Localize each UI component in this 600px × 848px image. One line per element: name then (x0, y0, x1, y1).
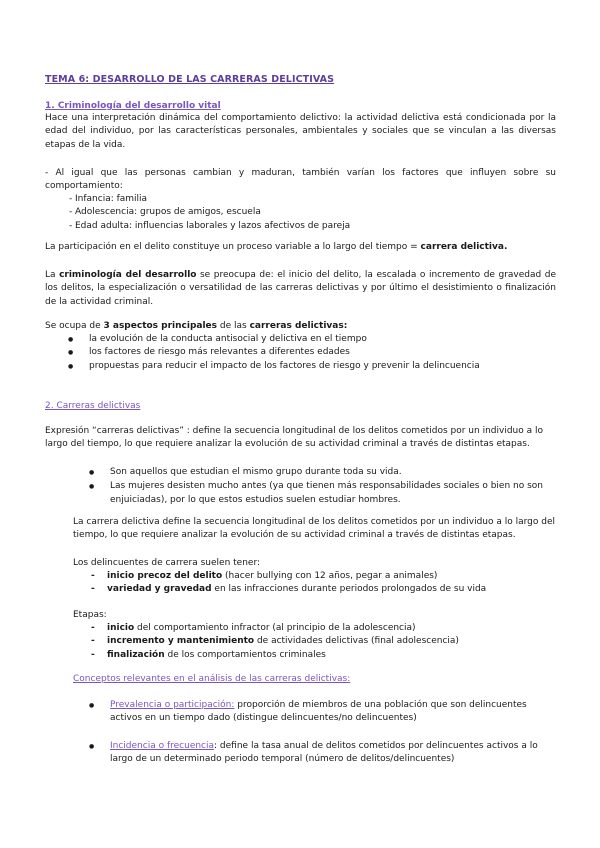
list-item: ● Son aquellos que estudian el mismo grupo durante toda su vida. (45, 466, 556, 479)
aspects-intro: Se ocupa de 3 aspectos principales de las carreras delictivas: (45, 321, 348, 331)
life-stages-list (45, 193, 556, 233)
participation-text: La participación en el delito constituye un proceso variable a lo largo del tiempo = carrera delictiva. (45, 242, 508, 252)
list-item: - finalización de los comportamientos criminales (45, 649, 556, 662)
concepts-heading: Conceptos relevantes en el análisis de las carreras delictivas: (73, 674, 351, 684)
list-item: - inicio precoz del delito (hacer bullying con 12 años, pegar a animales) (45, 570, 556, 583)
section-1-change-text: - Al igual que las personas cambian y maduran, también varían los factores que influyen sobre su comportamiento: (45, 168, 556, 192)
list-item: - variedad y gravedad en las infracciones durante periodos prolongados de su vida (45, 583, 556, 596)
offender-traits-list (45, 570, 556, 597)
section-1-heading: 1. Criminología del desarrollo vital (45, 101, 221, 111)
career-stages-list (45, 622, 556, 662)
concepts-list (45, 699, 556, 767)
list-item: ● Prevalencia o participación: proporción de miembros de una población que son delincuentes activos en un tiempo dado (distingue delincuentes/no delincuentes) (45, 699, 556, 726)
developmental-criminology-text: La criminología del desarrollo se preocupa de: el inicio del delito, la escalada o incremento de gravedad de los delitos, la especialización o versatilidad de las carreras delictivas y por último el desistimiento o finalización de la actividad criminal. (45, 270, 557, 307)
list-item: - Adolescencia: grupos de amigos, escuela (45, 206, 556, 219)
offenders-intro: Los delincuentes de carrera suelen tener: (73, 558, 261, 568)
list-item: - incremento y mantenimiento de actividades delictivas (final adolescencia) (45, 635, 556, 648)
list-item: ● Las mujeres desisten mucho antes (ya que tienen más responsabilidades sociales o bien no son enjuiciadas), por lo que estos estudios suelen estudiar hombres. (45, 480, 556, 507)
list-item: ● propuestas para reducir el impacto de los factores de riesgo y prevenir la delincuencia (45, 360, 556, 373)
aspects-list (45, 333, 556, 373)
incidence-term: Incidencia o frecuencia (110, 740, 215, 751)
list-item: ● Incidencia o frecuencia: define la tasa anual de delitos cometidos por delincuentes activos a lo largo de un determinado periodo temporal (número de delitos/delincuentes) (45, 740, 556, 767)
section-2-heading: 2. Carreras delictivas (45, 401, 141, 411)
prevalence-term: Prevalencia o participación: (110, 700, 235, 710)
studies-list (45, 466, 556, 507)
list-item: - Edad adulta: influencias laborales y lazos afectivos de pareja (45, 220, 556, 233)
expression-definition: Expresión “carreras delictivas” : define la secuencia longitudinal de los delitos cometidos por un individuo a lo largo del tiempo, lo que requiere analizar la evolución de su actividad criminal a través de distintas etapas. (45, 426, 543, 450)
page-title: TEMA 6: DESARROLLO DE LAS CARRERAS DELICTIVAS (45, 74, 335, 85)
stages-intro: Etapas: (73, 610, 107, 620)
section-1-intro: Hace una interpretación dinámica del comportamiento delictivo: la actividad delictiva está condicionada por la edad del individuo, por las características personales, ambientales y sociales que se vinculan a las diversas etapas de la vida. (45, 113, 556, 150)
list-item: ● la evolución de la conducta antisocial y delictiva en el tiempo (45, 333, 556, 346)
list-item: - inicio del comportamiento infractor (al principio de la adolescencia) (45, 622, 556, 635)
career-definition: La carrera delictiva define la secuencia longitudinal de los delitos cometidos por un individuo a lo largo del tiempo, lo que requiere analizar la evolución de su actividad criminal a través de distintas etapas. (73, 517, 556, 541)
list-item: ● los factores de riesgo más relevantes a diferentes edades (45, 346, 556, 359)
list-item: - Infancia: familia (45, 193, 556, 206)
